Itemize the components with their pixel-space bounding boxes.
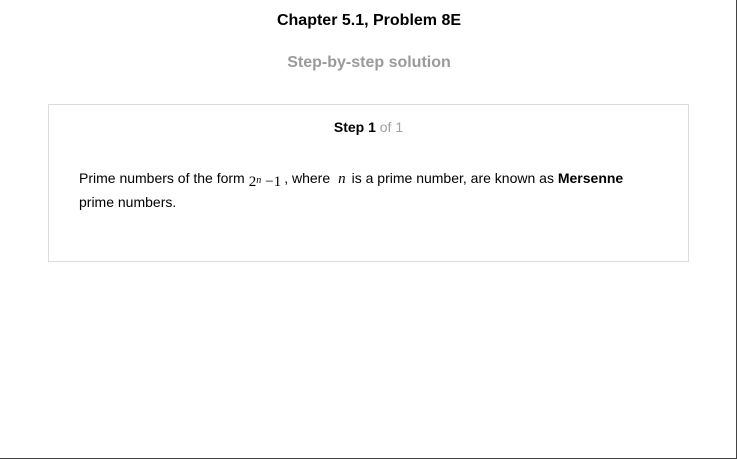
step-text-middle: is a prime number, are known as xyxy=(351,170,554,186)
step-label: Step 1 xyxy=(333,119,376,135)
formula-base: 2 xyxy=(248,174,257,190)
chapter-title: Chapter 5.1, Problem 8E xyxy=(276,12,462,29)
step-count: of 1 xyxy=(379,119,404,135)
formula-rest: −1 xyxy=(265,174,282,190)
step-text-intro: Prime numbers of the form xyxy=(79,170,245,186)
variable-n: n xyxy=(338,171,346,187)
step-body xyxy=(79,167,659,214)
formula xyxy=(249,171,281,194)
step-header xyxy=(49,119,688,135)
step-text-where: , where xyxy=(284,170,331,186)
solution-subtitle: Step-by-step solution xyxy=(287,54,451,71)
step-text-end: prime numbers. xyxy=(79,194,177,210)
formula-exponent: n xyxy=(256,175,262,186)
step-card xyxy=(48,104,689,262)
mersenne-term: Mersenne xyxy=(557,170,624,186)
